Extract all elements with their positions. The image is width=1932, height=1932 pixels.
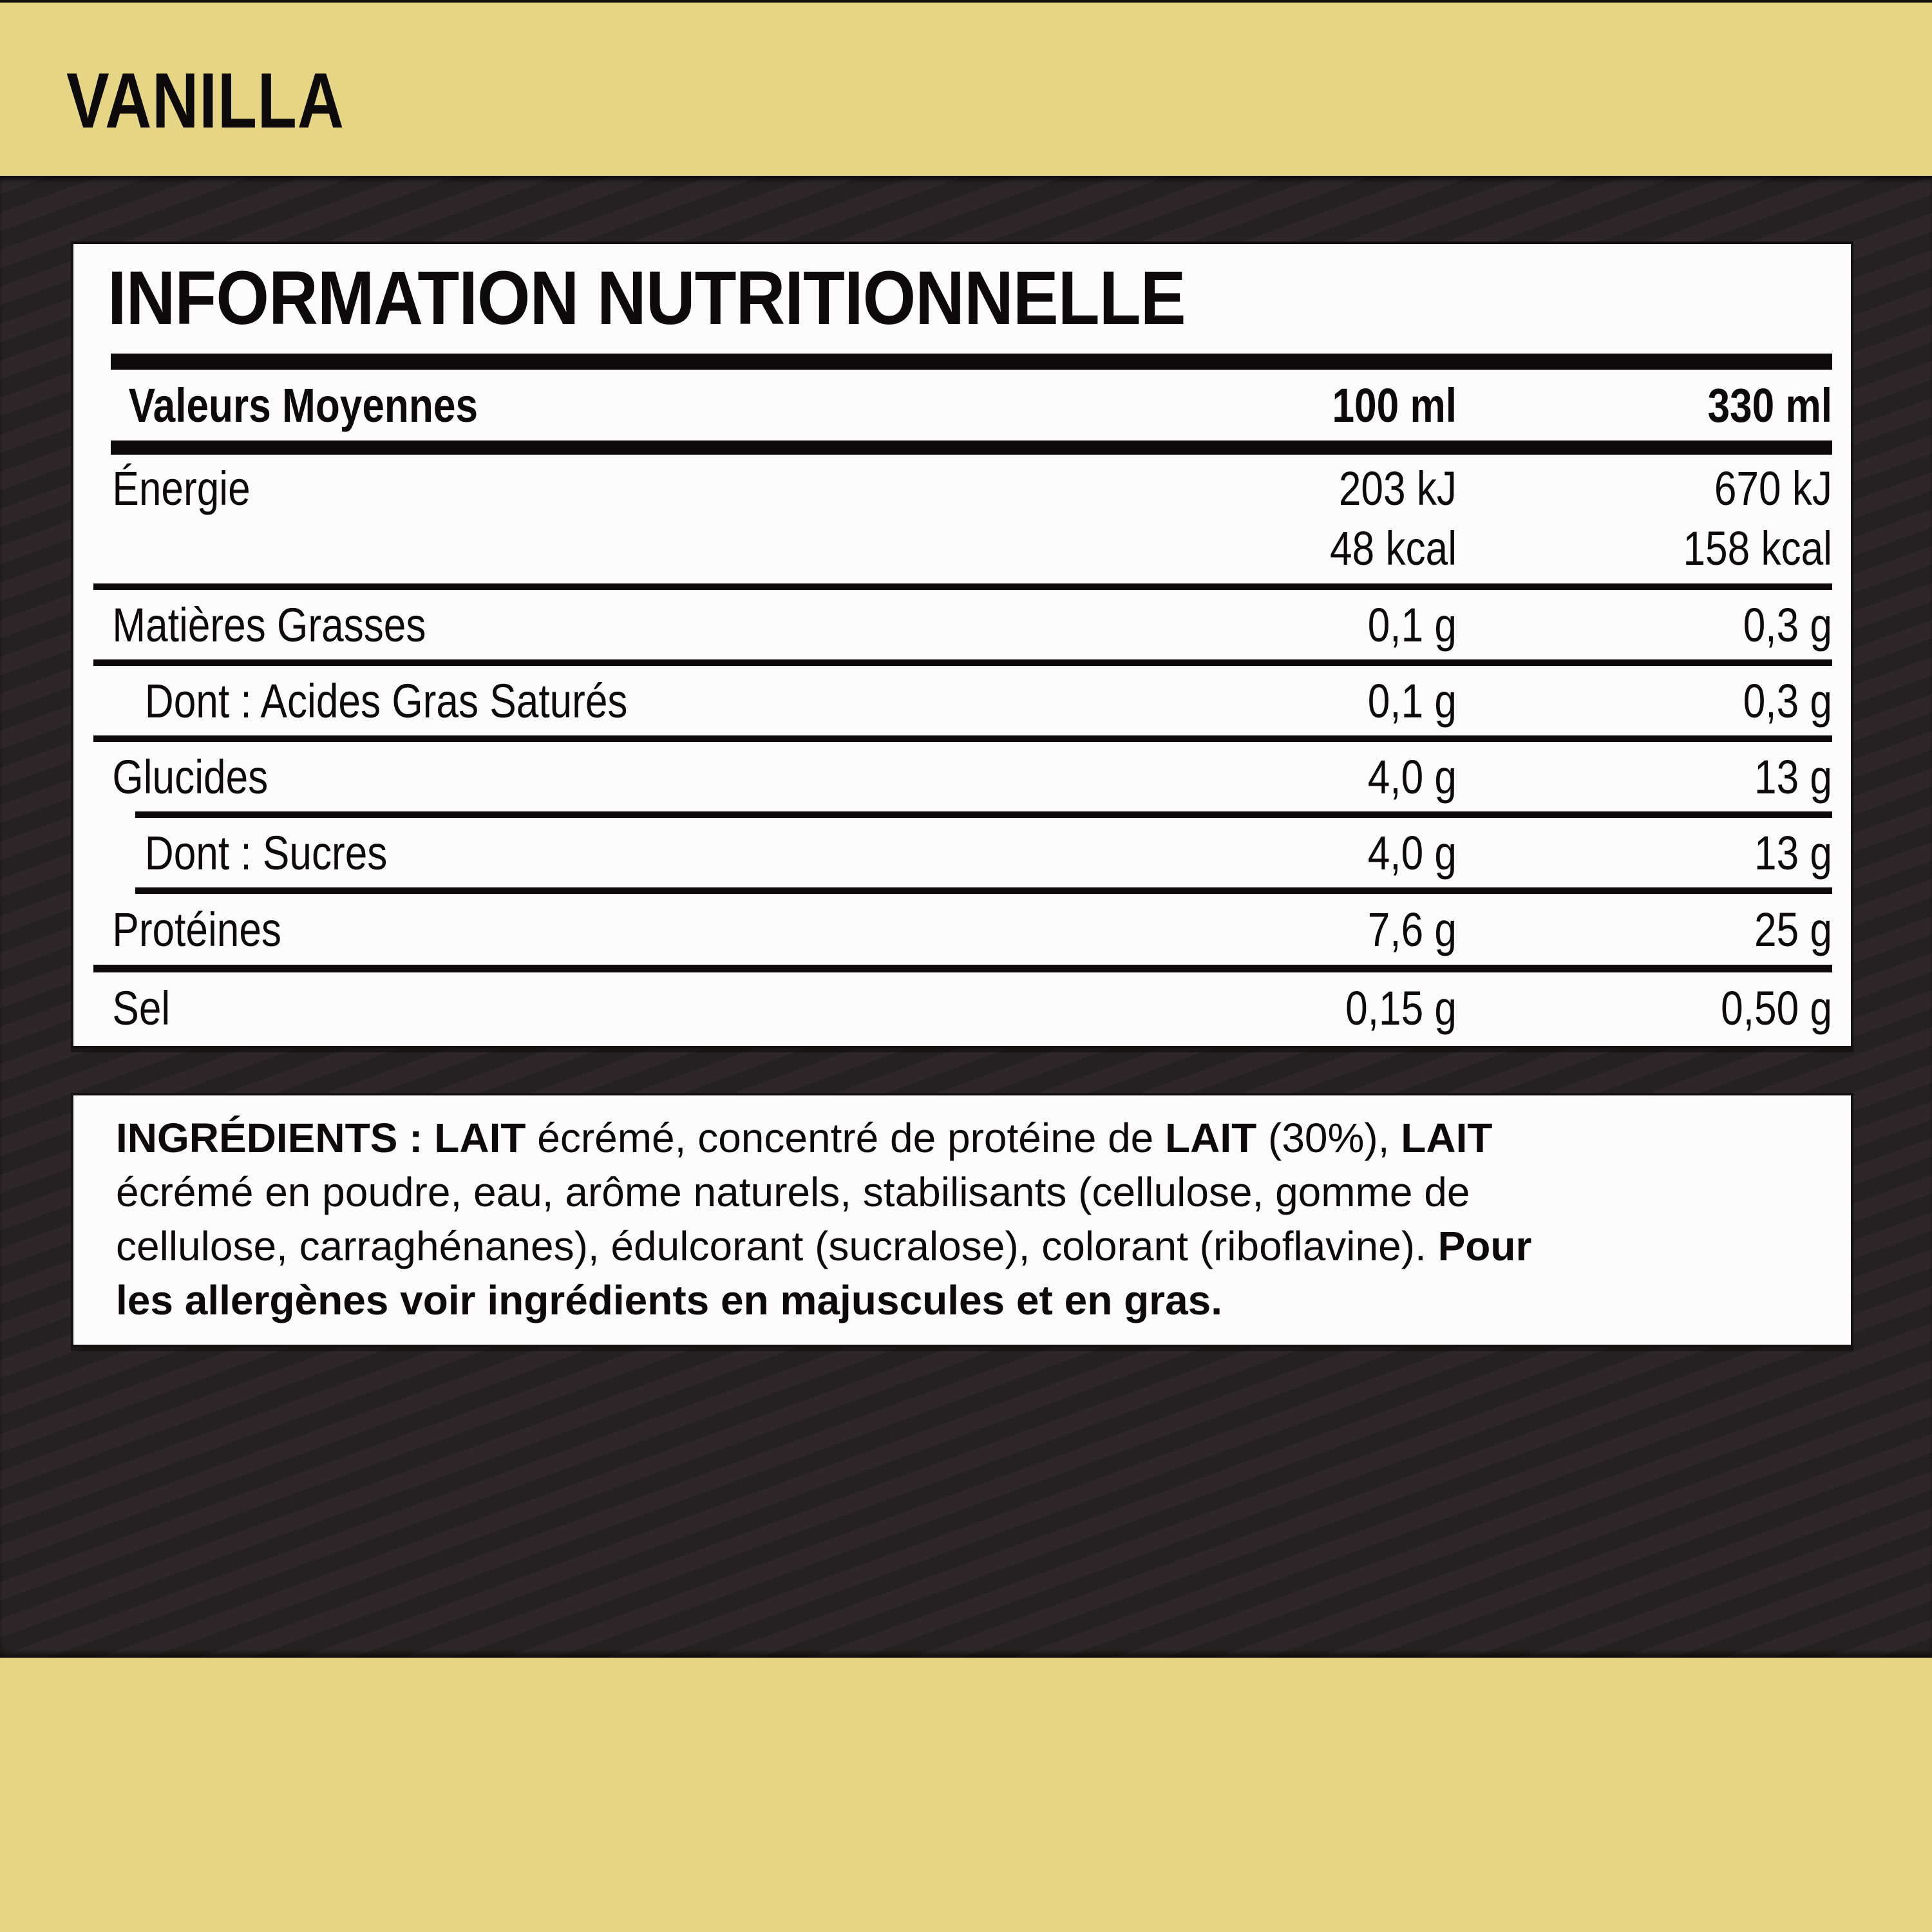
value-column-col2	[1045, 981, 1457, 1036]
table-row	[93, 894, 1832, 965]
nutrient-value: 13 g	[1754, 826, 1832, 880]
value-column-col3	[1457, 826, 1832, 880]
value-column-col2	[1045, 750, 1457, 804]
table-row	[93, 666, 1832, 735]
nutrient-label: Glucides	[112, 750, 269, 804]
ingredients-line	[116, 1165, 1825, 1219]
nutrient-value: 4,0 g	[1367, 750, 1457, 804]
nutrient-label: Sel	[112, 981, 171, 1035]
nutrient-value: 0,3 g	[1743, 674, 1832, 728]
nutrient-value: 48 kcal	[1330, 522, 1457, 575]
nutrient-value: 0,1 g	[1367, 674, 1457, 728]
ingredients-run-bold: INGRÉDIENTS : LAIT	[116, 1115, 526, 1161]
table-row	[93, 818, 1832, 887]
panel-title: INFORMATION NUTRITIONNELLE	[108, 256, 1186, 341]
row-divider	[93, 659, 1832, 666]
flavor-name: VANILLA	[66, 57, 345, 144]
table-row	[93, 590, 1832, 659]
value-column-col3	[1457, 750, 1832, 804]
value-column-col3	[1457, 902, 1832, 957]
nutrient-value: 7,6 g	[1367, 902, 1457, 956]
ingredients-run-bold: les allergènes voir ingrédients en majuscules et en gras.	[116, 1277, 1223, 1323]
ingredients-text	[116, 1111, 1825, 1327]
table-row	[93, 742, 1832, 811]
nutrient-label: Dont : Acides Gras Saturés	[144, 674, 628, 728]
nutrient-value: 13 g	[1754, 750, 1832, 804]
bottom-band	[0, 1658, 1932, 1932]
value-column-col3	[1457, 459, 1832, 578]
nutrient-label: Dont : Sucres	[144, 826, 388, 880]
nutrient-value: 203 kJ	[1338, 462, 1457, 515]
ingredients-run: écrémé, concentré de protéine de	[526, 1115, 1166, 1161]
nutrient-label: Protéines	[112, 902, 282, 956]
nutrient-value: 670 kJ	[1714, 462, 1832, 515]
ingredients-run: (30%),	[1256, 1115, 1401, 1161]
value-column-col2	[1045, 459, 1457, 578]
nutrient-value: 0,50 g	[1721, 981, 1832, 1035]
ingredients-panel	[71, 1093, 1853, 1347]
value-column-col2	[1045, 826, 1457, 880]
row-divider	[93, 583, 1832, 590]
row-divider	[93, 965, 1832, 972]
table-row	[93, 455, 1832, 583]
value-column-col3	[1457, 981, 1832, 1036]
value-column-col2	[1045, 598, 1457, 652]
ingredients-run-bold: LAIT	[1165, 1115, 1257, 1161]
nutrient-value: 0,3 g	[1743, 598, 1832, 652]
nutrient-value: 158 kcal	[1683, 522, 1832, 575]
value-column-col3	[1457, 674, 1832, 728]
nutrient-label: Matières Grasses	[112, 598, 426, 652]
nutrition-facts-panel	[71, 242, 1853, 1048]
nutrient-value: 25 g	[1754, 902, 1832, 956]
ingredients-run: écrémé en poudre, eau, arôme naturels, stabilisants (cellulose, gomme de	[116, 1169, 1470, 1215]
ingredients-run-bold: LAIT	[1401, 1115, 1493, 1161]
striped-background	[0, 176, 1932, 1658]
row-divider	[135, 811, 1832, 818]
ingredients-run: cellulose, carraghénanes), édulcorant (sucralose), colorant (riboflavine).	[116, 1223, 1438, 1269]
column-header-330ml: 330 ml	[1707, 378, 1832, 432]
row-divider	[135, 887, 1832, 894]
ingredients-line	[116, 1219, 1825, 1273]
ingredients-line	[116, 1111, 1825, 1165]
value-column-col2	[1045, 902, 1457, 957]
nutrient-value: 0,15 g	[1345, 981, 1457, 1035]
row-divider	[93, 735, 1832, 742]
value-column-col3	[1457, 598, 1832, 652]
nutrient-value: 4,0 g	[1367, 826, 1457, 880]
flavor-banner	[0, 0, 1932, 176]
ingredients-line	[116, 1273, 1825, 1327]
nutrient-value: 0,1 g	[1367, 598, 1457, 652]
header-divider	[111, 440, 1832, 455]
column-header-100ml: 100 ml	[1332, 378, 1457, 432]
nutrient-label: Énergie	[112, 462, 251, 515]
ingredients-run-bold: Pour	[1437, 1223, 1532, 1269]
column-header-label: Valeurs Moyennes	[128, 378, 478, 432]
title-divider	[111, 354, 1832, 370]
table-row	[93, 972, 1832, 1044]
table-header-row	[93, 370, 1832, 440]
nutrition-table-body	[93, 455, 1832, 1044]
value-column-col2	[1045, 674, 1457, 728]
